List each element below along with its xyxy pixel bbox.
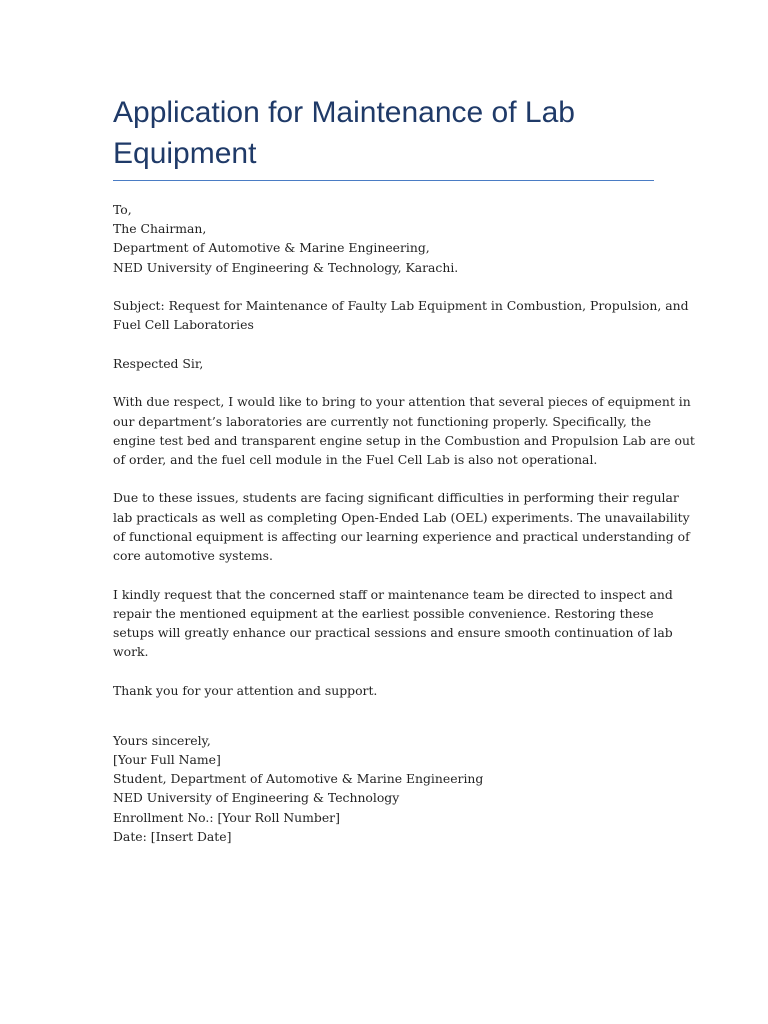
- address-line-1: The Chairman,: [113, 221, 207, 237]
- paragraph-line: Due to these issues, students are facing significant difficulties in performing their regular: [113, 490, 679, 506]
- sender-date: Date: [Insert Date]: [113, 828, 232, 844]
- paragraph-line: lab practicals as well as completing Open-Ended Lab (OEL) experiments. The unavailability: [113, 509, 690, 525]
- paragraph-line: core automotive systems.: [113, 548, 273, 564]
- paragraph-line: setups will greatly enhance our practical sessions and ensure smooth continuation of lab: [113, 624, 673, 640]
- address-line-2: Department of Automotive & Marine Engineering,: [113, 240, 430, 256]
- paragraph-2: [113, 488, 690, 565]
- sender-name: [Your Full Name]: [113, 752, 221, 768]
- paragraph-line: Thank you for your attention and support.: [113, 682, 378, 698]
- address-to: To,: [113, 202, 132, 217]
- paragraph-line: repair the mentioned equipment at the earliest possible convenience. Restoring these: [113, 605, 654, 621]
- document-title: Application for Maintenance of Lab Equipment: [113, 92, 654, 181]
- paragraph-line: work.: [113, 644, 149, 660]
- closing-block: [113, 731, 658, 846]
- paragraph-line: I kindly request that the concerned staff or maintenance team be directed to inspect and: [113, 586, 673, 602]
- address-line-3: NED University of Engineering & Technology, Karachi.: [113, 259, 459, 275]
- paragraph-line: of functional equipment is affecting our learning experience and practical understanding of: [113, 528, 690, 544]
- greeting-text: Respected Sir,: [113, 355, 204, 371]
- paragraph-1: [113, 392, 695, 469]
- subject-line-1: Subject: Request for Maintenance of Faulty Lab Equipment in Combustion, Propulsion, and: [113, 298, 689, 314]
- paragraph-3: [113, 585, 673, 662]
- recipient-address: [113, 200, 658, 277]
- sender-university: NED University of Engineering & Technology: [113, 790, 400, 806]
- sign-off: Yours sincerely,: [113, 732, 211, 748]
- subject-line-2: Fuel Cell Laboratories: [113, 317, 254, 333]
- paragraph-line: With due respect, I would like to bring to your attention that several pieces of equipment in: [113, 394, 691, 410]
- paragraph-line: engine test bed and transparent engine setup in the Combustion and Propulsion Lab are out: [113, 432, 695, 448]
- document-content: [113, 92, 695, 865]
- paragraph-line: our department’s laboratories are currently not functioning properly. Specifically, the: [113, 413, 652, 429]
- letter-body: [113, 200, 695, 846]
- sender-role: Student, Department of Automotive & Marine Engineering: [113, 771, 484, 787]
- paragraph-4: [113, 681, 658, 700]
- subject-line: [113, 296, 689, 334]
- paragraph-line: of order, and the fuel cell module in the Fuel Cell Lab is also not operational.: [113, 451, 598, 467]
- sender-enrollment: Enrollment No.: [Your Roll Number]: [113, 809, 340, 825]
- greeting: [113, 354, 658, 373]
